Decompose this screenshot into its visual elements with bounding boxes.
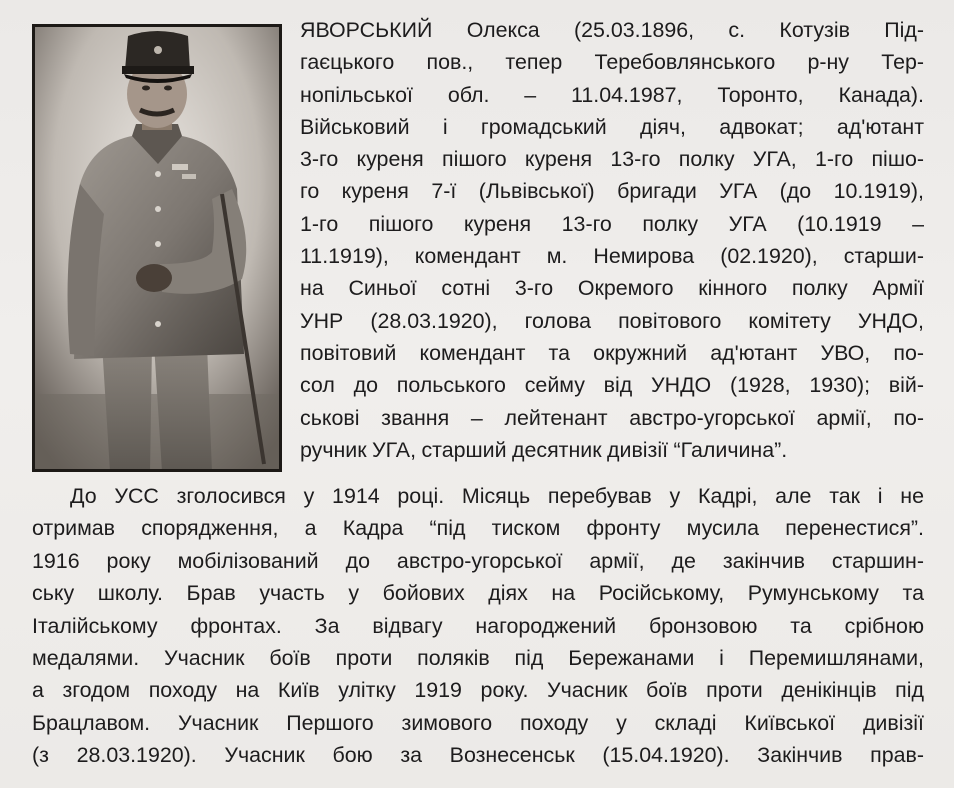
biography-header-text <box>300 14 924 466</box>
intro-line: ЯВОРСЬКИЙ Олекса (25.03.1896, с. Котузів Під- <box>300 18 924 42</box>
soldier-portrait-icon <box>32 24 282 472</box>
body-line: Брацлавом. Учасник Першого зимового походу у складі Київської дивізії <box>32 710 924 735</box>
intro-line: 3-го куреня пішого куреня 13-го полку УГА, 1-го пішо- <box>300 147 924 172</box>
biography-body-text <box>32 480 924 772</box>
body-line: До УСС зголосився у 1914 році. Місяць перебував у Кадрі, але так і не <box>70 484 924 508</box>
intro-line: 1-го пішого куреня 13-го полку УГА (10.1919 – <box>300 211 924 236</box>
intro-line: ськові звання – лейтенант австро-угорської армії, по- <box>300 405 924 430</box>
body-line: ську школу. Брав участь у бойових діях на Російському, Румунському та <box>32 581 924 606</box>
body-line: отримав спорядження, а Кадра “під тиском фронту мусила перенестися”. <box>32 516 924 541</box>
intro-line: нопільської обл. – 11.04.1987, Торонто, Канада). <box>300 82 924 107</box>
intro-line: Військовий і громадський діяч, адвокат; ад'ютант <box>300 114 924 139</box>
body-line: (з 28.03.1920). Учасник бою за Вознесенськ (15.04.1920). Закінчив прав- <box>32 743 924 768</box>
body-line: а згодом походу на Київ улітку 1919 року. Учасник боїв проти денікінців під <box>32 678 924 703</box>
body-line: Італійському фронтах. За відвагу нагороджений бронзовою та срібною <box>32 613 924 638</box>
intro-line: УНР (28.03.1920), голова повітового комітету УНДО, <box>300 308 924 333</box>
intro-line: сол до польського сейму від УНДО (1928, 1930); вій- <box>300 373 924 398</box>
portrait-photo <box>32 24 282 472</box>
intro-line: 11.1919), комендант м. Немирова (02.1920), старши- <box>300 244 924 269</box>
intro-line: ручник УГА, старший десятник дивізії “Галичина”. <box>300 437 788 462</box>
body-line: 1916 року мобілізований до австро-угорської армії, де закінчив старшин- <box>32 548 924 573</box>
body-line: медалями. Учасник боїв проти поляків під Бережанами і Перемишлянами, <box>32 646 924 671</box>
intro-line: повітовий комендант та окружний ад'ютант УВО, по- <box>300 340 924 365</box>
intro-line: на Синьої сотні 3-го Окремого кінного полку Армії <box>300 276 924 301</box>
intro-line: го куреня 7-ї (Львівської) бригади УГА (до 10.1919), <box>300 179 924 204</box>
intro-line: гаєцького пов., тепер Теребовлянського р-ну Тер- <box>300 50 924 75</box>
